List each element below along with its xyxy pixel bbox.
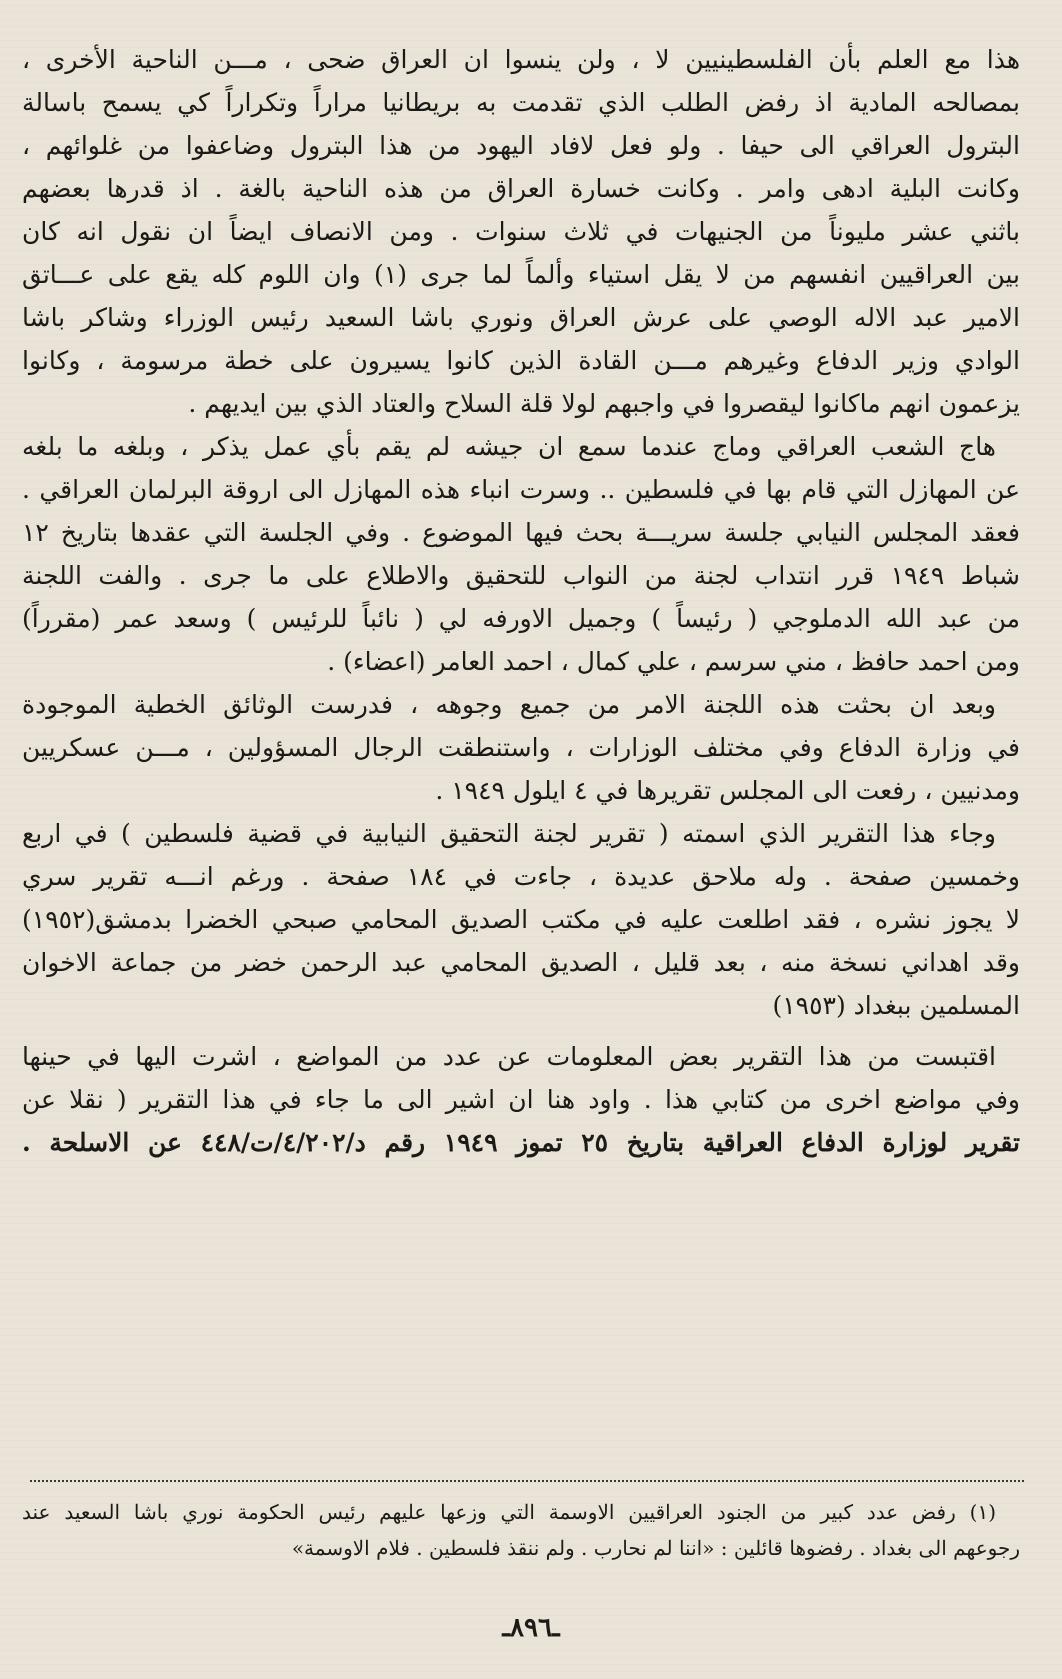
text-line-21: لا يجوز نشره ، فقد اطلعت عليه في مكتب الصديق المحامي صبحي الخضرا بدمشق(١٩٥٢) (22, 905, 1020, 934)
text-line-4: وكانت البلية ادهى وامر . وكانت خسارة العراق من هذه الناحية بالغة . اذ قدرها بعضهم (22, 174, 1020, 203)
text-line-20: وخمسين صفحة . وله ملاحق عديدة ، جاءت في ١٨٤ صفحة . ورغم انـــه تقرير سري (22, 862, 1020, 891)
text-line-9: يزعمون انهم ماكانوا ليقصروا في واجبهم لولا قلة السلاح والعتاد الذي بين ايديهم . (188, 389, 1020, 418)
footnote-line-2: رجوعهم الى بغداد . رفضوها قائلين : «اننا لم نحارب . ولم ننقذ فلسطين . فلام الاوسمة» (291, 1536, 1020, 1560)
text-line-3: البترول العراقي الى حيفا . ولو فعل لافاد اليهود من هذا البترول وضاعفوا من غلوائهم ، (22, 131, 1020, 160)
footnote-block (22, 1494, 1020, 1566)
text-line-14: من عبد الله الدملوجي ( رئيساً ) وجميل الاورفه لي ( نائباً للرئيس ) وسعد عمر (مقرراً) (22, 604, 1020, 633)
text-line-12: فعقد المجلس النيابي جلسة سريـــة بحث فيها الموضوع . وفي الجلسة التي عقدها بتاريخ ١٢ (22, 518, 1020, 547)
text-line-7: الامير عبد الاله الوصي على عرش العراق ونوري باشا السعيد رئيس الوزراء وشاكر باشا (22, 303, 1020, 332)
text-line-2: بمصالحه المادية اذ رفض الطلب الذي تقدمت به بريطانيا مراراً وتكراراً كي يسمح باسالة (22, 88, 1020, 117)
text-line-22: وقد اهداني نسخة منه ، بعد قليل ، الصديق المحامي عبد الرحمن خضر من جماعة الاخوان (22, 948, 1020, 977)
text-line-11: عن المهازل التي قام بها في فلسطين .. وسرت انباء هذه المهازل الى اروقة البرلمان العراقي . (22, 475, 1020, 504)
text-line-10: هاج الشعب العراقي وماج عندما سمع ان جيشه لم يقم بأي عمل يذكر ، وبلغه ما بلغه (22, 432, 996, 461)
text-line-5: باثني عشر مليوناً من الجنيهات في ثلاث سنوات . ومن الانصاف ايضاً ان نقول انه كان (22, 217, 1020, 246)
text-line-15: ومن احمد حافظ ، مني سرسم ، علي كمال ، احمد العامر (اعضاء) . (327, 647, 1020, 676)
text-line-6: بين العراقيين انفسهم من لا يقل استياء وألماً لما جرى (١) وان اللوم كله يقع على عـــاتق (22, 260, 1020, 289)
text-line-24: اقتبست من هذا التقرير بعض المعلومات عن عدد من المواضع ، اشرت اليها في حينها (22, 1042, 996, 1071)
page-number: ـ٨٩٦ـ (502, 1613, 560, 1643)
text-line-8: الوادي وزير الدفاع وغيرهم مـــن القادة الذين كانوا يسيرون على خطة مرسومة ، وكانوا (22, 346, 1020, 375)
footnote-divider (30, 1480, 1024, 1482)
text-line-19: وجاء هذا التقرير الذي اسمته ( تقرير لجنة التحقيق النيابية في قضية فلسطين ) في اربع (22, 819, 996, 848)
text-line-1: هذا مع العلم بأن الفلسطينيين لا ، ولن ينسوا ان العراق ضحى ، مـــن الناحية الأخرى ، (22, 45, 1020, 74)
text-line-13: شباط ١٩٤٩ قرر انتداب لجنة من النواب للتحقيق والاطلاع على ما جرى . والفت اللجنة (22, 561, 1020, 590)
text-line-26: تقرير لوزارة الدفاع العراقية بتاريخ ٢٥ تموز ١٩٤٩ رقم د/٤/٢٠٢/ت/٤٤٨ عن الاسلحة . (22, 1128, 1020, 1157)
text-line-18: ومدنيين ، رفعت الى المجلس تقريرها في ٤ ايلول ١٩٤٩ . (435, 776, 1020, 805)
text-line-16: وبعد ان بحثت هذه اللجنة الامر من جميع وجوهه ، فدرست الوثائق الخطية الموجودة (22, 690, 996, 719)
text-line-25: وفي مواضع اخرى من كتابي هذا . واود هنا ان اشير الى ما جاء في هذا التقرير ( نقلا عن (22, 1085, 1020, 1114)
text-line-17: في وزارة الدفاع وفي مختلف الوزارات ، واستنطقت الرجال المسؤولين ، مـــن عسكريين (22, 733, 1020, 762)
footnote-line-1: (١) رفض عدد كبير من الجنود العراقيين الاوسمة التي وزعها عليهم رئيس الحكومة نوري باشا السعيد عند (22, 1500, 996, 1524)
text-line-23: المسلمين ببغداد (١٩٥٣) (772, 991, 1020, 1020)
main-text-block (22, 38, 1020, 1164)
